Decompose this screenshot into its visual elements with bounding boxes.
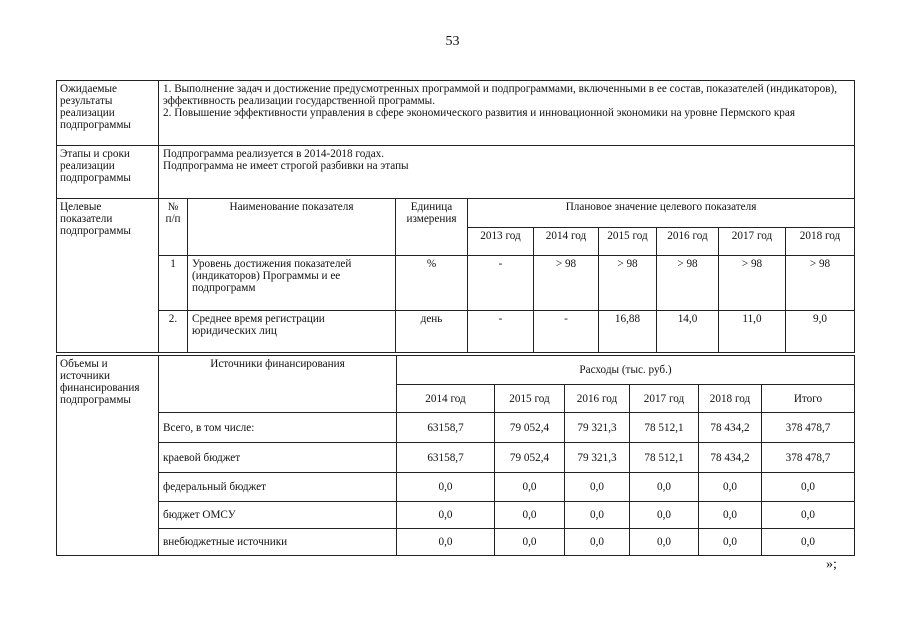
financing-value: 0,0 (630, 502, 699, 529)
targets-label: Целевые показатели подпрограммы (57, 199, 159, 353)
stages-line: Подпрограмма не имеет строгой разбивки на этапы (163, 160, 409, 172)
targets-name-header: Наименование показателя (188, 199, 396, 256)
financing-row (57, 502, 855, 529)
target-year-header: 2013 год (468, 228, 534, 256)
financing-value: 0,0 (397, 529, 495, 556)
page-number: 53 (445, 34, 460, 49)
target-year-header: 2017 год (719, 228, 786, 256)
financing-label: Объемы и источники финансирования подпрограммы (57, 356, 159, 556)
stages-line: Подпрограмма реализуется в 2014-2018 годах. (163, 148, 385, 160)
target-name: Уровень достижения показателей (индикаторов) Программы и ее подпрограмм (188, 256, 396, 311)
stages-row (57, 146, 855, 199)
targets-num-header: № п/п (159, 199, 188, 256)
target-value: - (468, 311, 534, 353)
closing-quote-mark: »; (826, 557, 837, 572)
financing-value: 0,0 (699, 473, 762, 502)
financing-value: 78 512,1 (630, 443, 699, 473)
financing-value: 0,0 (397, 473, 495, 502)
financing-value: 0,0 (565, 473, 630, 502)
financing-value: 0,0 (495, 529, 565, 556)
financing-value: 0,0 (699, 529, 762, 556)
target-num: 1 (159, 256, 188, 311)
targets-header-row (57, 199, 855, 228)
financing-year-header: 2014 год (397, 385, 495, 413)
targets-plan-header: Плановое значение целевого показателя (468, 199, 855, 228)
expected-results-row (57, 81, 855, 146)
financing-value: 0,0 (565, 529, 630, 556)
financing-value: 0,0 (762, 529, 855, 556)
target-value: 9,0 (786, 311, 855, 353)
target-value: 16,88 (599, 311, 657, 353)
target-value: > 98 (534, 256, 599, 311)
target-unit: день (396, 311, 468, 353)
financing-source: краевой бюджет (159, 443, 397, 473)
financing-row (57, 413, 855, 443)
financing-value: 0,0 (565, 502, 630, 529)
target-name: Среднее время регистрации юридических лиц (188, 311, 396, 353)
target-value: > 98 (719, 256, 786, 311)
financing-year-header: 2017 год (630, 385, 699, 413)
financing-source: бюджет ОМСУ (159, 502, 397, 529)
financing-table (56, 355, 855, 556)
financing-value: 63158,7 (397, 443, 495, 473)
financing-value: 78 512,1 (630, 413, 699, 443)
target-value: 14,0 (657, 311, 719, 353)
financing-value: 79 321,3 (565, 443, 630, 473)
financing-source-header: Источники финансирования (159, 356, 397, 413)
targets-unit-header: Единица измерения (396, 199, 468, 256)
financing-value: 0,0 (762, 473, 855, 502)
financing-value: 0,0 (630, 473, 699, 502)
financing-value: 378 478,7 (762, 443, 855, 473)
stages-label: Этапы и сроки реализации подпрограммы (57, 146, 159, 199)
financing-value: 78 434,2 (699, 413, 762, 443)
expected-results-text (159, 81, 855, 146)
financing-value: 0,0 (495, 473, 565, 502)
target-unit: % (396, 256, 468, 311)
financing-row (57, 529, 855, 556)
target-year-header: 2015 год (599, 228, 657, 256)
target-value: > 98 (599, 256, 657, 311)
financing-source: Всего, в том числе: (159, 413, 397, 443)
financing-value: 79 052,4 (495, 443, 565, 473)
financing-year-header: 2016 год (565, 385, 630, 413)
expected-result-line: 2. Повышение эффективности управления в сфере экономического развития и инновационной экономики на уровне Пермского края (163, 107, 795, 119)
subprogram-passport-table (56, 80, 855, 353)
target-year-header: 2018 год (786, 228, 855, 256)
financing-expenses-header: Расходы (тыс. руб.) (397, 356, 855, 385)
target-year-header: 2016 год (657, 228, 719, 256)
financing-header-row (57, 356, 855, 385)
target-indicator-row (57, 311, 855, 353)
target-value: > 98 (657, 256, 719, 311)
financing-value: 63158,7 (397, 413, 495, 443)
financing-value: 378 478,7 (762, 413, 855, 443)
financing-value: 79 052,4 (495, 413, 565, 443)
financing-source: федеральный бюджет (159, 473, 397, 502)
financing-year-header: 2015 год (495, 385, 565, 413)
financing-source: внебюджетные источники (159, 529, 397, 556)
target-value: - (468, 256, 534, 311)
financing-year-header: Итого (762, 385, 855, 413)
target-value: > 98 (786, 256, 855, 311)
financing-value: 0,0 (397, 502, 495, 529)
target-num: 2. (159, 311, 188, 353)
financing-row (57, 473, 855, 502)
financing-year-header: 2018 год (699, 385, 762, 413)
financing-value: 0,0 (762, 502, 855, 529)
financing-value: 0,0 (699, 502, 762, 529)
financing-value: 79 321,3 (565, 413, 630, 443)
stages-text (159, 146, 855, 199)
financing-value: 0,0 (495, 502, 565, 529)
financing-value: 78 434,2 (699, 443, 762, 473)
financing-value: 0,0 (630, 529, 699, 556)
target-value: 11,0 (719, 311, 786, 353)
target-value: - (534, 311, 599, 353)
target-year-header: 2014 год (534, 228, 599, 256)
financing-row (57, 443, 855, 473)
expected-results-label: Ожидаемые результаты реализации подпрограммы (57, 81, 159, 146)
target-indicator-row (57, 256, 855, 311)
expected-result-line: 1. Выполнение задач и достижение предусмотренных программой и подпрограммами, включенными в ее состав, показателей (индикаторов), эффективность реализации государственной программы. (163, 83, 838, 107)
